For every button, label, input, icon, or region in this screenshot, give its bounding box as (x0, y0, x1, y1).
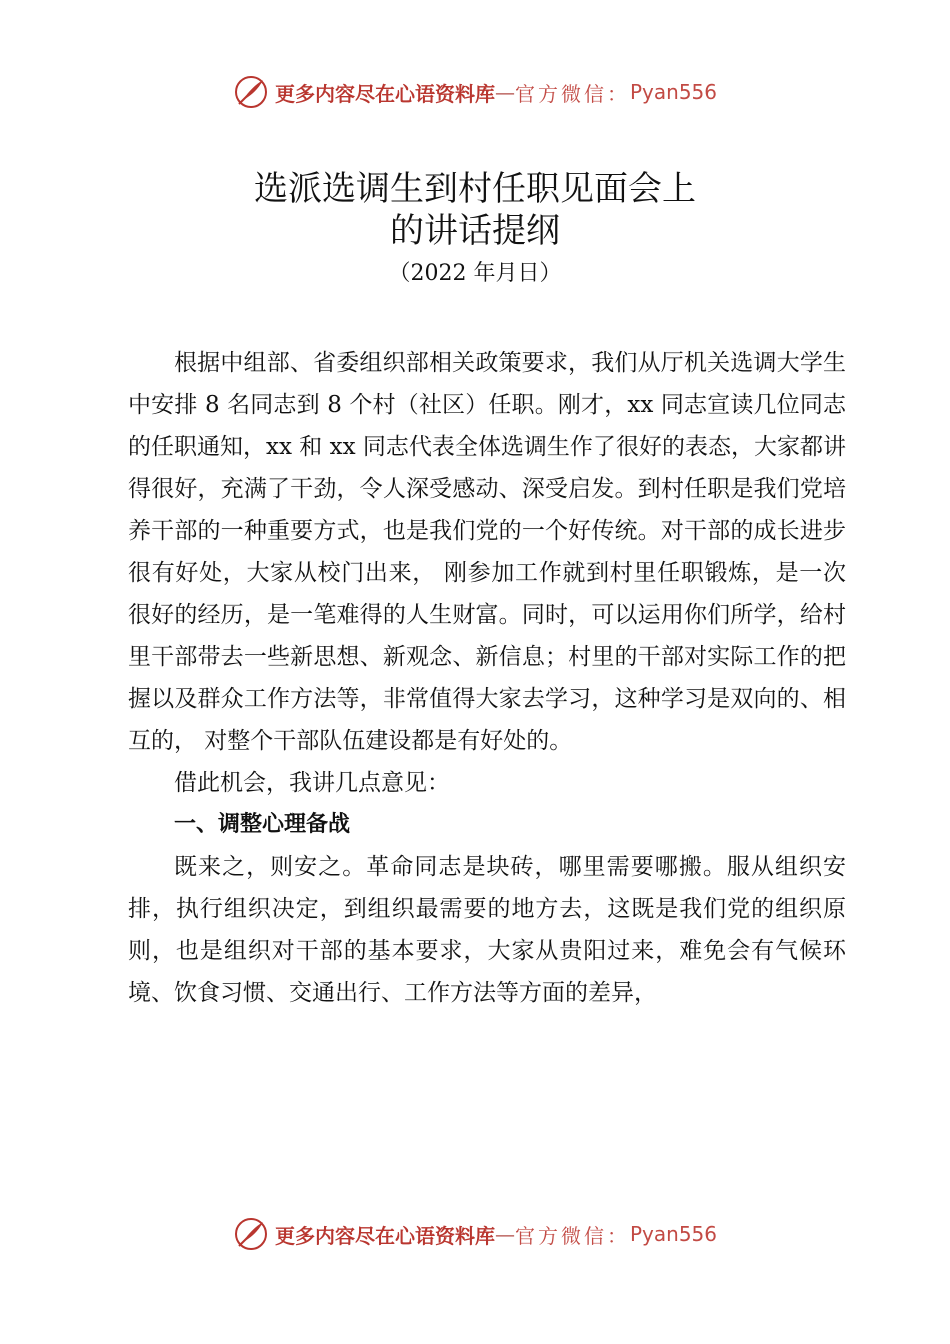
document-title-line-2: 的讲话提纲 (390, 211, 560, 251)
watermark-main-text: 更多内容尽在心语资料库 (274, 1223, 495, 1248)
watermark-main-text: 更多内容尽在心语资料库 (274, 81, 495, 106)
document-body (128, 342, 846, 1014)
watermark-wechat-label: 官方微信： (514, 81, 630, 106)
watermark-separator: — (494, 80, 515, 104)
quill-logo-icon (233, 1216, 269, 1252)
watermark-wechat-id: Pyan556 (629, 80, 717, 104)
section-heading-1: 一、调整心理备战 (174, 812, 351, 837)
header-watermark (0, 70, 950, 114)
watermark-separator: — (494, 1222, 515, 1246)
watermark-wechat-id: Pyan556 (629, 1222, 717, 1246)
paragraph-transition: 借此机会，我讲几点意见： (174, 770, 450, 796)
paragraph-intro: 根据中组部、省委组织部相关政策要求，我们从厅机关选调大学生中安排 8 名同志到 8 个村（社区）任职。刚才，xx 同志宣读几位同志的任职通知，xx 和 xx 同志代表全体选调生作了很好的表态，大家都讲得很好，充满了干劲，令人深受感动、深受启发。到村任职是我们党培养干部的一种重要方式，也是我们党的一个好传统。对干部的成长进步很有好处，大家从校门出来， 刚参加工作就到村里任职锻炼，是一次很好的经历，是一笔难得的人生财富。同时，可以运用你们所学，给村里干部带去一些新思想、新观念、新信息；村里的干部对实际工作的把握以及群众工作方法等，非常值得大家去学习，这种学习是双向的、相互的， 对整个干部队伍建设都是有好处的。 (128, 350, 846, 754)
footer-watermark (0, 1212, 950, 1256)
quill-logo-icon (233, 74, 269, 110)
paragraph-section-1: 既来之，则安之。革命同志是块砖，哪里需要哪搬。服从组织安排，执行组织决定，到组织最需要的地方去，这既是我们党的组织原则，也是组织对干部的基本要求，大家从贵阳过来，难免会有气候环境、饮食习惯、交通出行、工作方法等方面的差异， (128, 854, 846, 1006)
document-date: （2022 年月日） (388, 261, 562, 286)
watermark-wechat-label: 官方微信： (514, 1223, 630, 1248)
document-title-line-1: 选派选调生到村任职见面会上 (254, 169, 696, 209)
